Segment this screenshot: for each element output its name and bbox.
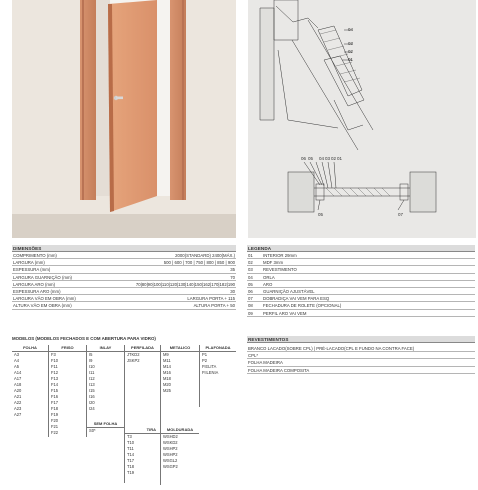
list-item: F19 (51, 411, 59, 417)
column-header: MOLDURADA (161, 427, 199, 434)
row-value: ALTURA PORTA + 50 (193, 303, 235, 309)
door-photo (12, 0, 236, 238)
list-item: I20 (89, 399, 95, 405)
list-item: S0* (89, 427, 96, 433)
revestimentos-table (247, 336, 475, 374)
list-item: WSKD2 (163, 439, 178, 445)
list-item: M25 (163, 387, 171, 393)
list-item: A17 (14, 375, 22, 381)
legenda-num: 06 (248, 288, 253, 294)
dimensoes-row (12, 302, 236, 309)
row-value: 2000(STANDARD) 2400(MÁX.) (175, 253, 235, 258)
callout-03: 03 (348, 41, 354, 46)
row-label: ESPESSURA ARO (mm) (13, 288, 61, 294)
list-item: I15 (89, 387, 95, 393)
list-item: I12 (89, 375, 95, 381)
legenda-num: 04 (248, 274, 253, 280)
list-item: F12 (51, 369, 59, 375)
plan-callout-bottom-07: 07 (398, 212, 404, 217)
revestimentos-row: BRANCO LACADO(SOBRE CPL) | PRÉ-LACADO(CPL E FUNDO NA CONTRA FACE) (247, 345, 475, 352)
plan-callout-03: 03 (325, 156, 331, 161)
row-label: COMPRIMENTO (mm) (13, 253, 57, 258)
legenda-num: 01 (248, 253, 253, 258)
list-item: A14 (14, 369, 22, 375)
legenda-row (247, 274, 475, 281)
list-item: F11 (51, 363, 58, 369)
list-item: I16 (89, 393, 95, 399)
legenda-row (247, 310, 475, 317)
revestimentos-row: FOLHA MADEIRA COMPOSITA (247, 367, 475, 374)
list-item: T19 (127, 469, 135, 475)
list-item: M11 (163, 357, 171, 363)
list-item: I11 (89, 369, 95, 375)
perfilada-column (125, 345, 160, 364)
tira-column (125, 427, 160, 476)
row-label: LARGURA VÃO EM OBRA (mm) (13, 296, 76, 302)
legenda-text: FECHADURA DE ROLETE (OPCIONAL) (263, 303, 342, 309)
metalico-column (161, 345, 199, 394)
list-item: F18 (51, 405, 59, 411)
list-item: A4 (14, 357, 20, 363)
legenda-row (247, 288, 475, 295)
list-item: F16 (51, 393, 59, 399)
list-item: T11 (127, 445, 134, 451)
modelos-title: MODELOS (MODELOS FECHADOS E COM ABERTURA PARA VIDRO) (12, 336, 156, 341)
column-header: METALICO (161, 345, 199, 352)
list-item: A21 (14, 393, 22, 399)
list-item: WSHP2 (163, 445, 178, 451)
moldurada-column (161, 427, 199, 470)
legenda-text: INTERIOR 29mm (263, 253, 297, 258)
legenda-table (247, 245, 475, 317)
row-label: ESPESSURA (mm) (13, 267, 51, 273)
list-item: F10 (51, 357, 59, 363)
list-item: I10 (89, 363, 95, 369)
list-item: A18 (14, 381, 22, 387)
column-header: SEM FOLHA (87, 421, 124, 428)
callout-02: 02 (348, 49, 354, 54)
legenda-row (247, 281, 475, 288)
row-label: LARGURA GUARNIÇÃO (mm) (13, 274, 72, 280)
legenda-text: REVESTIMENTO (263, 267, 297, 273)
row-value: 500 | 600 | 700 | 750 | 800 | 850 | 900 (163, 260, 235, 266)
list-item: F20 (51, 418, 59, 424)
semfolha-column (87, 421, 124, 434)
list-item: F22 (51, 430, 59, 436)
list-item: M18 (163, 375, 171, 381)
list-item: A23 (14, 405, 22, 411)
legenda-text: MDF 3mm (263, 260, 284, 266)
legenda-row (247, 295, 475, 302)
list-item: A27 (14, 411, 22, 417)
plafonada-column (200, 345, 236, 376)
list-item: M14 (163, 363, 171, 369)
row-value: 70 (230, 274, 235, 280)
list-item: T14 (127, 451, 135, 457)
list-item: F3 (51, 351, 56, 357)
legenda-num: 09 (248, 310, 253, 316)
legenda-num: 08 (248, 303, 253, 309)
legenda-row (247, 259, 475, 266)
legenda-row (247, 266, 475, 273)
legenda-num: 02 (248, 260, 253, 266)
column-header: FRISO (49, 345, 86, 352)
row-value: 70|80|90|100|110|120|130|140|150|162|170|182|190 (135, 281, 235, 287)
plan-callout-bottom-05: 05 (318, 212, 324, 217)
list-item: WSHP2 (163, 451, 178, 457)
list-item: T3 (127, 433, 132, 439)
plan-callout-01: 01 (337, 156, 343, 161)
column-header: TIRA (125, 427, 160, 434)
dimensoes-row (12, 266, 236, 273)
row-label: LARGURA (mm) (13, 260, 45, 266)
list-item: I9 (89, 357, 93, 363)
row-label: LARGURA ARO (mm) (13, 281, 56, 287)
inlay-column (87, 345, 124, 412)
callout-04: 04 (348, 27, 354, 32)
legenda-row (247, 302, 475, 309)
column-header: FOLHA (12, 345, 48, 352)
column-header: INLAY (87, 345, 124, 352)
dimensoes-title: DIMENSÕES (12, 245, 236, 252)
dimensoes-row (12, 295, 236, 302)
list-item: I13 (89, 381, 95, 387)
list-item: WSGL2 (163, 457, 178, 463)
list-item: P.ILENIA (202, 369, 219, 375)
list-item: I5 (89, 351, 93, 357)
list-item: F15 (51, 387, 59, 393)
legenda-text: ARO (263, 281, 273, 287)
list-item: P1 (202, 351, 208, 357)
list-item: P.ELITA (202, 363, 217, 369)
list-item: A20 (14, 387, 22, 393)
legenda-text: GUARNIÇÃO AJUSTÁVEL (263, 288, 315, 294)
dimensoes-table (12, 245, 236, 310)
dimensoes-row (12, 288, 236, 295)
dimensoes-row (12, 274, 236, 281)
friso-column (49, 345, 86, 436)
list-item: F21 (51, 424, 59, 430)
column-header: PLAFONADA (200, 345, 236, 352)
list-item: F13 (51, 375, 59, 381)
legenda-num: 05 (248, 281, 253, 287)
plan-callout-06: 06 (301, 156, 307, 161)
row-value: 30 (230, 288, 235, 294)
legenda-row (247, 252, 475, 259)
list-item: M16 (163, 369, 171, 375)
revestimentos-title: REVESTIMENTOS (247, 336, 475, 343)
row-label: ALTURA VÃO EM OBRA (mm) (13, 303, 72, 309)
list-item: F17 (51, 399, 59, 405)
list-item: A22 (14, 399, 22, 405)
list-item: T17 (127, 457, 135, 463)
technical-drawing (248, 0, 476, 238)
column-header: PERFILADA (125, 345, 160, 352)
list-item: P2 (202, 357, 208, 363)
dimensoes-row (12, 252, 236, 259)
list-item: JTKD2 (127, 351, 140, 357)
list-item: I24 (89, 405, 95, 411)
row-value: LARGURA PORTA + 115 (187, 296, 235, 302)
legenda-text: DOBRADIÇA VAI VEM PARA ESQ (263, 296, 330, 302)
legenda-num: 07 (248, 296, 253, 302)
plan-callout-05: 05 (308, 156, 314, 161)
list-item: T18 (127, 463, 135, 469)
list-item: WSHD2 (163, 433, 178, 439)
list-item: A5 (14, 363, 20, 369)
list-item: F14 (51, 381, 59, 387)
legenda-title: LEGENDA (247, 245, 475, 252)
revestimentos-row: FOLHA MADEIRA (247, 359, 475, 366)
callout-01: 01 (348, 57, 354, 62)
list-item: T10 (127, 439, 135, 445)
list-item: A3 (14, 351, 20, 357)
folha-column (12, 345, 48, 418)
legenda-num: 03 (248, 267, 253, 273)
revestimentos-row: CPL* (247, 352, 475, 359)
list-item: WSGP2 (163, 463, 178, 469)
plan-callout-04: 04 (319, 156, 325, 161)
legenda-text: ORLA (263, 274, 275, 280)
list-item: JSKP2 (127, 357, 140, 363)
row-value: 35 (230, 267, 235, 273)
dimensoes-row (12, 281, 236, 288)
legenda-text: PERFIL ARO VAI VEM (263, 310, 307, 316)
list-item: M9 (163, 351, 169, 357)
list-item: M20 (163, 381, 171, 387)
plan-callout-02: 02 (331, 156, 337, 161)
dimensoes-row (12, 259, 236, 266)
